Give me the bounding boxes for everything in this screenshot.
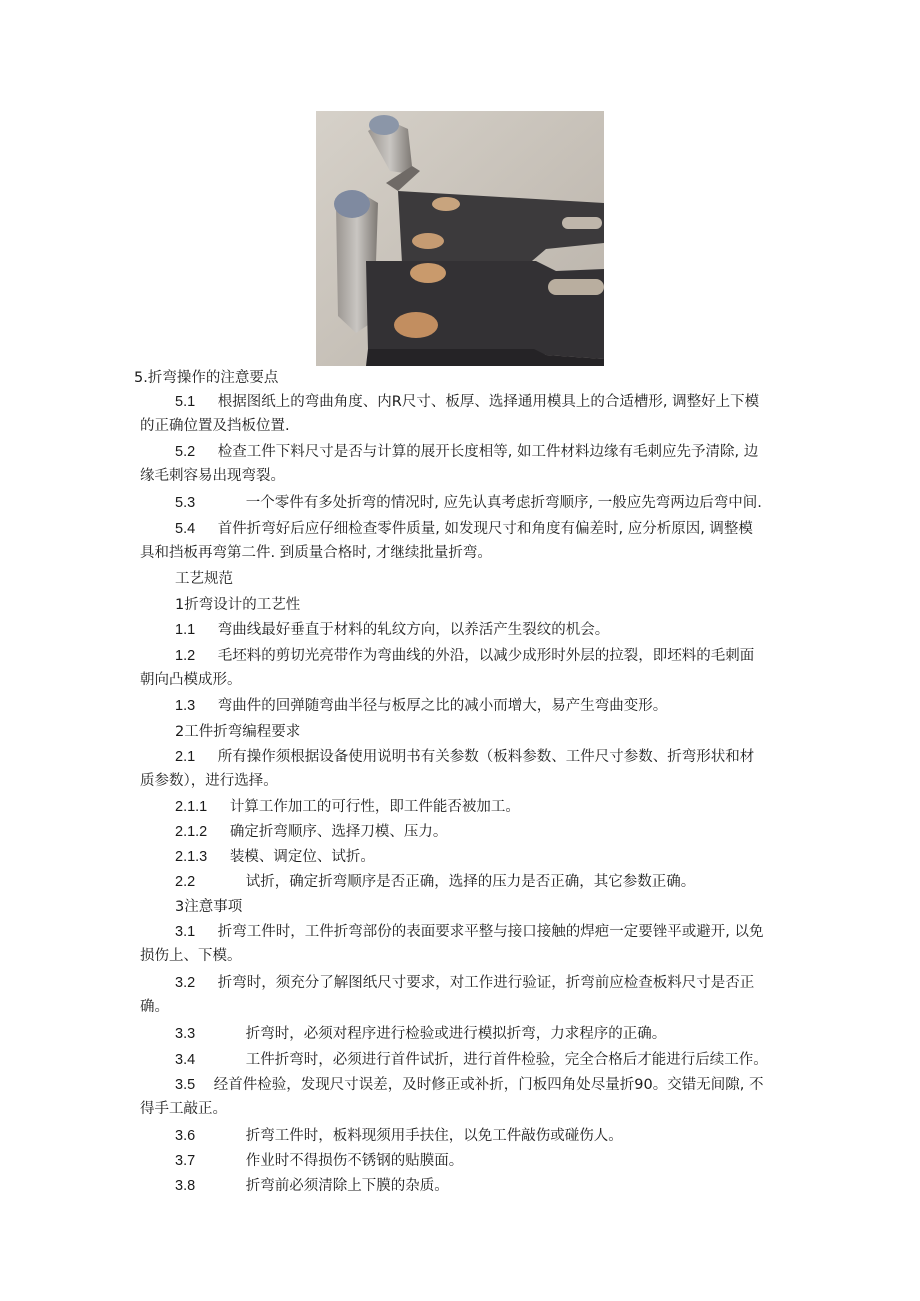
paragraph-text: 确定折弯顺序、选择刀模、压力。 <box>229 824 448 840</box>
paragraph-1-2-cont: 朝向凸模成形。 <box>140 672 242 688</box>
paragraph-2-1-cont: 质参数），进行选择。 <box>140 773 278 789</box>
paragraph-number: 3.4 <box>175 1052 196 1068</box>
paragraph-text: 工件折弯时，必须进行首件试折，进行首件检验，完全合格后才能进行后续工作。 <box>245 1052 768 1068</box>
paragraph-2-1-3 <box>175 847 375 867</box>
paragraph-5-2 <box>175 442 758 462</box>
paragraph-text: 折弯工件时，工件折弯部份的表面要求平整与接口接触的焊疤一定要锉平或避开, 以免 <box>217 924 764 940</box>
paragraph-number: 2.1.1 <box>175 799 208 815</box>
paragraph-text: 检查工件下料尺寸是否与计算的展开长度相等, 如工件材料边缘有毛刺应先予清除, 边 <box>217 444 759 460</box>
paragraph-number: 3.3 <box>175 1026 196 1042</box>
paragraph-number: 3.5 <box>175 1077 196 1093</box>
bent-bracket-illustration <box>316 111 604 366</box>
paragraph-2-1-2 <box>175 822 447 842</box>
paragraph-text: 一个零件有多处折弯的情况时, 应先认真考虑折弯顺序, 一般应先弯两边后弯中间. <box>245 495 762 511</box>
paragraph-text: 折弯前必须清除上下膜的杂质。 <box>245 1178 449 1194</box>
paragraph-5-3 <box>175 493 762 513</box>
paragraph-number: 5.1 <box>175 394 196 410</box>
spec-title: 工艺规范 <box>175 571 233 587</box>
paragraph-2-2 <box>175 872 695 892</box>
paragraph-5-4-cont: 具和挡板再弯第二件. 到质量合格时, 才继续批量折弯。 <box>140 545 492 561</box>
paragraph-text: 计算工作加工的可行性，即工件能否被加工。 <box>229 799 520 815</box>
paragraph-3-5 <box>175 1075 763 1095</box>
paragraph-number: 3.7 <box>175 1153 196 1169</box>
heading-3: 3注意事项 <box>175 899 243 915</box>
paragraph-5-4 <box>175 519 753 539</box>
paragraph-3-5-cont: 得手工敲正。 <box>140 1101 227 1117</box>
paragraph-text: 试折，确定折弯顺序是否正确，选择的压力是否正确，其它参数正确。 <box>245 874 696 890</box>
paragraph-number: 3.2 <box>175 975 196 991</box>
paragraph-3-8 <box>175 1176 449 1196</box>
paragraph-text: 所有操作须根据设备使用说明书有关参数（板料参数、工件尺寸参数、折弯形状和材 <box>217 749 755 765</box>
paragraph-text: 经首件检验，发现尺寸误差，及时修正或补折，门板四角处尽量折90。交错无间隙, 不 <box>213 1077 764 1093</box>
bracket-photo <box>316 111 604 366</box>
paragraph-text: 折弯工件时，板料现须用手扶住，以免工件敲伤或碰伤人。 <box>245 1128 623 1144</box>
paragraph-number: 1.2 <box>175 648 196 664</box>
paragraph-5-1 <box>175 392 759 412</box>
paragraph-3-2-cont: 确。 <box>140 999 169 1015</box>
paragraph-2-1 <box>175 747 754 767</box>
paragraph-number: 2.1.3 <box>175 849 208 865</box>
paragraph-text: 弯曲线最好垂直于材料的轧纹方向，以养活产生裂纹的机会。 <box>217 622 610 638</box>
paragraph-text: 折弯时，须充分了解图纸尺寸要求，对工作进行验证，折弯前应检查板料尺寸是否正 <box>217 975 755 991</box>
paragraph-number: 2.1 <box>175 749 196 765</box>
paragraph-number: 5.4 <box>175 521 196 537</box>
paragraph-number: 5.2 <box>175 444 196 460</box>
heading-1: 1折弯设计的工艺性 <box>175 597 301 613</box>
paragraph-number: 3.8 <box>175 1178 196 1194</box>
paragraph-text: 毛坯料的剪切光亮带作为弯曲线的外沿，以减少成形时外层的拉裂，即坯料的毛刺面 <box>217 648 755 664</box>
paragraph-1-2 <box>175 646 754 666</box>
paragraph-number: 1.3 <box>175 698 196 714</box>
paragraph-number: 1.1 <box>175 622 196 638</box>
paragraph-1-3 <box>175 696 667 716</box>
paragraph-3-7 <box>175 1151 463 1171</box>
paragraph-5-2-cont: 缘毛刺容易出现弯裂。 <box>140 468 285 484</box>
paragraph-number: 3.1 <box>175 924 196 940</box>
paragraph-3-2 <box>175 973 754 993</box>
paragraph-text: 折弯时，必须对程序进行检验或进行模拟折弯，力求程序的正确。 <box>245 1026 667 1042</box>
paragraph-3-3 <box>175 1024 666 1044</box>
paragraph-text: 根据图纸上的弯曲角度、内R尺寸、板厚、选择通用模具上的合适槽形, 调整好上下模 <box>217 394 760 410</box>
paragraph-2-1-1 <box>175 797 520 817</box>
paragraph-number: 2.1.2 <box>175 824 208 840</box>
paragraph-3-6 <box>175 1126 623 1146</box>
paragraph-text: 装模、调定位、试折。 <box>229 849 375 865</box>
section-5-heading: 5.折弯操作的注意要点 <box>134 370 279 386</box>
paragraph-number: 5.3 <box>175 495 196 511</box>
paragraph-3-1 <box>175 922 764 942</box>
paragraph-text: 弯曲件的回弹随弯曲半径与板厚之比的减小而增大，易产生弯曲变形。 <box>217 698 668 714</box>
paragraph-number: 2.2 <box>175 874 196 890</box>
paragraph-3-1-cont: 损伤上、下模。 <box>140 948 242 964</box>
paragraph-1-1 <box>175 620 609 640</box>
paragraph-number: 3.6 <box>175 1128 196 1144</box>
paragraph-text: 首件折弯好后应仔细检查零件质量, 如发现尺寸和角度有偏差时, 应分析原因, 调整模 <box>217 521 753 537</box>
paragraph-3-4 <box>175 1050 768 1070</box>
paragraph-5-1-cont: 的正确位置及挡板位置. <box>140 418 290 434</box>
paragraph-text: 作业时不得损伤不锈钢的贴膜面。 <box>245 1153 464 1169</box>
heading-2: 2工件折弯编程要求 <box>175 724 301 740</box>
